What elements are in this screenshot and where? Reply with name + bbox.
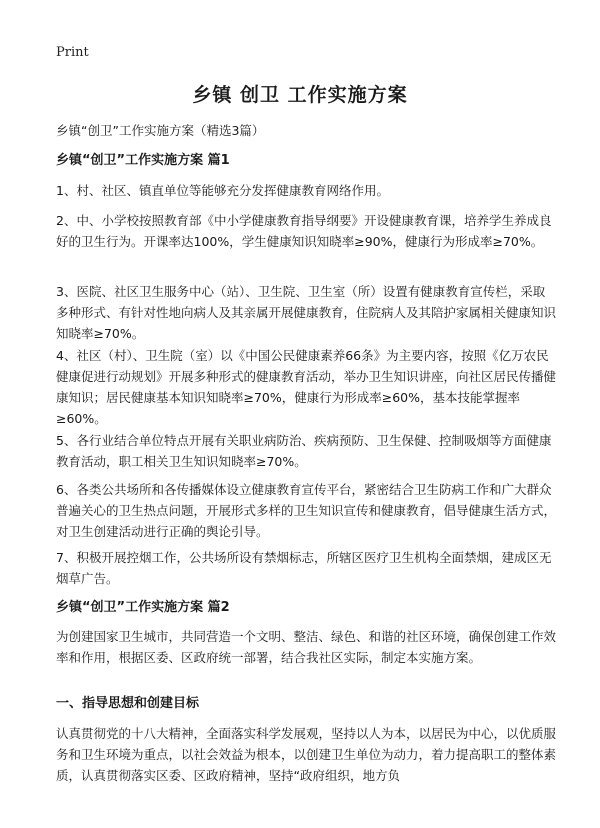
document-subtitle: 乡镇“创卫”工作实施方案（精选3篇） [56, 123, 265, 138]
paragraph-1-3: 3、医院、社区卫生服务中心（站）、卫生院、卫生室（所）设置有健康教育宣传栏，采取多种形式、有针对性地向病人及其亲属开展健康教育，住院病人及其陪护家属相关健康知识知晓率≥70%。 [56, 284, 557, 341]
paragraph-3-1: 认真贯彻党的十八大精神，全面落实科学发展观，坚持以人为本，以居民为中心，以优质服务和卫生环境为重点，以社会效益为根本，以创建卫生单位为动力，着力提高职工的整体素质，认真贯彻落实区委、区政府精神，坚持“政府组织，地方负 [56, 726, 557, 783]
section-heading-2: 乡镇“创卫”工作实施方案 篇2 [56, 600, 230, 615]
paragraph-2-1: 为创建国家卫生城市，共同营造一个文明、整洁、绿色、和谐的社区环境，确保创建工作效率和作用，根据区委、区政府统一部署，结合我社区实际，制定本实施方案。 [56, 629, 557, 665]
print-link[interactable]: Print [56, 45, 89, 60]
paragraph-1-7: 7、积极开展控烟工作，公共场所设有禁烟标志，所辖区医疗卫生机构全面禁烟，建成区无烟草广告。 [56, 550, 552, 586]
paragraph-1-2: 2、中、小学校按照教育部《中小学健康教育指导纲要》开设健康教育课，培养学生养成良好的卫生行为。开课率达100%，学生健康知识知晓率≥90%，健康行为形成率≥70%。 [56, 213, 552, 249]
page-title: 乡镇 创卫 工作实施方案 [192, 84, 408, 106]
paragraph-1-5: 5、各行业结合单位特点开展有关职业病防治、疾病预防、卫生保健、控制吸烟等方面健康教育活动，职工相关卫生知识知晓率≥70%。 [56, 433, 552, 469]
section-heading-1: 乡镇“创卫”工作实施方案 篇1 [56, 153, 230, 168]
paragraph-1-4: 4、社区（村）、卫生院（室）以《中国公民健康素养66条》为主要内容，按照《亿万农民健康促进行动规划》开展多种形式的健康教育活动，举办卫生知识讲座，向社区居民传播健康知识；居民健康基本知识知晓率≥70%，健康行为形成率≥60%，基本技能掌握率≥60%。 [56, 348, 557, 426]
paragraph-1-1: 1、村、社区、镇直单位等能够充分发挥健康教育网络作用。 [56, 183, 389, 198]
paragraph-1-6: 6、各类公共场所和各传播媒体设立健康教育宣传平台，紧密结合卫生防病工作和广大群众普遍关心的卫生热点问题，开展形式多样的卫生知识宣传和健康教育，倡导健康生活方式，对卫生创建活动进行正确的舆论引导。 [56, 482, 557, 539]
section-heading-guiding-principles: 一、指导思想和创建目标 [56, 696, 200, 711]
